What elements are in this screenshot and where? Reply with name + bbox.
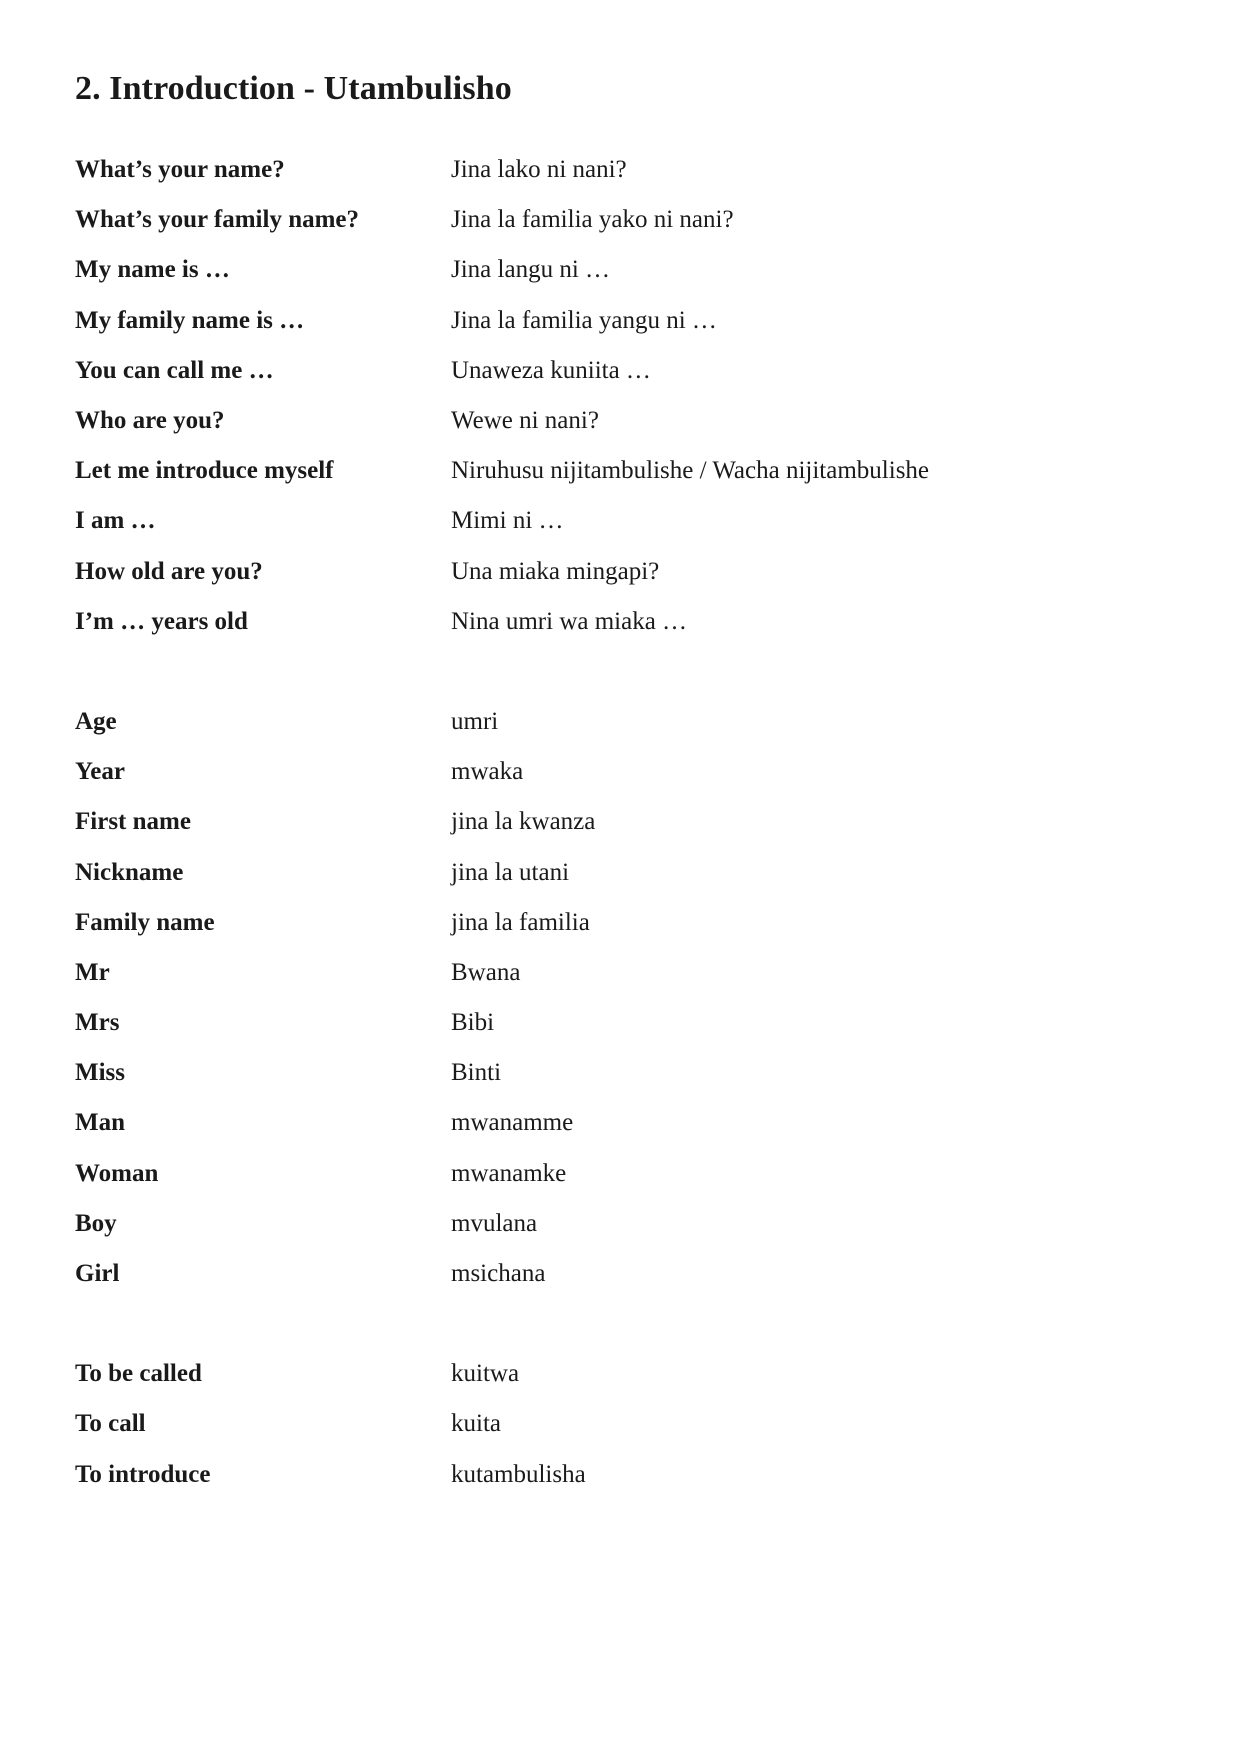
swahili-translation: Nina umri wa miaka … [451, 607, 688, 635]
swahili-translation: msichana [451, 1260, 546, 1288]
english-phrase: Miss [75, 1059, 125, 1087]
swahili-translation: Jina la familia yangu ni … [451, 306, 717, 334]
document-page [75, 62, 1175, 1500]
swahili-translation: Wewe ni nani? [451, 407, 599, 435]
swahili-translation: Binti [451, 1059, 502, 1087]
english-phrase: What’s your name? [75, 156, 285, 184]
vocabulary-row [75, 296, 1175, 346]
vocabulary-row [75, 1199, 1175, 1249]
english-phrase: Mr [75, 958, 110, 986]
vocabulary-row [75, 1450, 1175, 1500]
swahili-translation: Unaweza kuniita … [451, 356, 651, 384]
english-phrase: Girl [75, 1260, 120, 1288]
swahili-translation: Una miaka mingapi? [451, 557, 660, 585]
vocabulary-row [75, 1349, 1175, 1399]
english-phrase: I am … [75, 507, 156, 535]
swahili-translation: jina la familia [451, 908, 590, 936]
swahili-translation: kutambulisha [451, 1460, 586, 1488]
swahili-translation: kuita [451, 1410, 501, 1438]
english-phrase: Year [75, 758, 125, 786]
vocabulary-row [75, 346, 1175, 396]
english-phrase: My name is … [75, 256, 230, 284]
swahili-translation: mwanamme [451, 1109, 574, 1137]
english-phrase: Boy [75, 1209, 117, 1237]
vocabulary-row [75, 195, 1175, 245]
english-phrase: What’s your family name? [75, 206, 360, 234]
swahili-translation: mwanamke [451, 1159, 567, 1187]
swahili-translation: Bibi [451, 1009, 495, 1037]
swahili-translation: mwaka [451, 758, 524, 786]
swahili-translation: mvulana [451, 1209, 538, 1237]
swahili-translation: kuitwa [451, 1360, 520, 1388]
swahili-translation: Niruhusu nijitambulishe / Wacha nijitambulishe [451, 457, 930, 485]
english-phrase: First name [75, 808, 191, 836]
swahili-translation: Bwana [451, 958, 521, 986]
page-title: 2. Introduction - Utambulisho [75, 70, 512, 107]
vocabulary-row [75, 547, 1175, 597]
swahili-translation: Jina la familia yako ni nani? [451, 206, 734, 234]
english-phrase: Mrs [75, 1009, 120, 1037]
vocabulary-section [75, 145, 1175, 647]
vocabulary-row [75, 597, 1175, 647]
swahili-translation: umri [451, 707, 499, 735]
vocabulary-row [75, 1098, 1175, 1148]
english-phrase: I’m … years old [75, 607, 248, 635]
vocabulary-row [75, 446, 1175, 496]
swahili-translation: Jina lako ni nani? [451, 156, 627, 184]
english-phrase: To call [75, 1410, 146, 1438]
vocabulary-row [75, 1249, 1175, 1299]
vocabulary-row [75, 847, 1175, 897]
english-phrase: Age [75, 707, 117, 735]
english-phrase: To introduce [75, 1460, 211, 1488]
english-phrase: You can call me … [75, 356, 274, 384]
english-phrase: To be called [75, 1360, 202, 1388]
english-phrase: Who are you? [75, 407, 225, 435]
vocabulary-section [75, 1349, 1175, 1500]
vocabulary-row [75, 245, 1175, 295]
vocabulary-row [75, 1048, 1175, 1098]
vocabulary-section [75, 697, 1175, 1299]
vocabulary-row [75, 697, 1175, 747]
english-phrase: How old are you? [75, 557, 263, 585]
swahili-translation: jina la kwanza [451, 808, 596, 836]
vocabulary-row [75, 1399, 1175, 1449]
vocabulary-list [75, 145, 1175, 1500]
vocabulary-row [75, 948, 1175, 998]
swahili-translation: jina la utani [451, 858, 570, 886]
english-phrase: My family name is … [75, 306, 305, 334]
swahili-translation: Jina langu ni … [451, 256, 611, 284]
english-phrase: Let me introduce myself [75, 457, 334, 485]
vocabulary-row [75, 145, 1175, 195]
english-phrase: Family name [75, 908, 215, 936]
english-phrase: Man [75, 1109, 125, 1137]
vocabulary-row [75, 396, 1175, 446]
vocabulary-row [75, 998, 1175, 1048]
english-phrase: Nickname [75, 858, 184, 886]
vocabulary-row [75, 747, 1175, 797]
vocabulary-row [75, 797, 1175, 847]
vocabulary-row [75, 1149, 1175, 1199]
vocabulary-row [75, 496, 1175, 546]
swahili-translation: Mimi ni … [451, 507, 564, 535]
english-phrase: Woman [75, 1159, 159, 1187]
vocabulary-row [75, 898, 1175, 948]
